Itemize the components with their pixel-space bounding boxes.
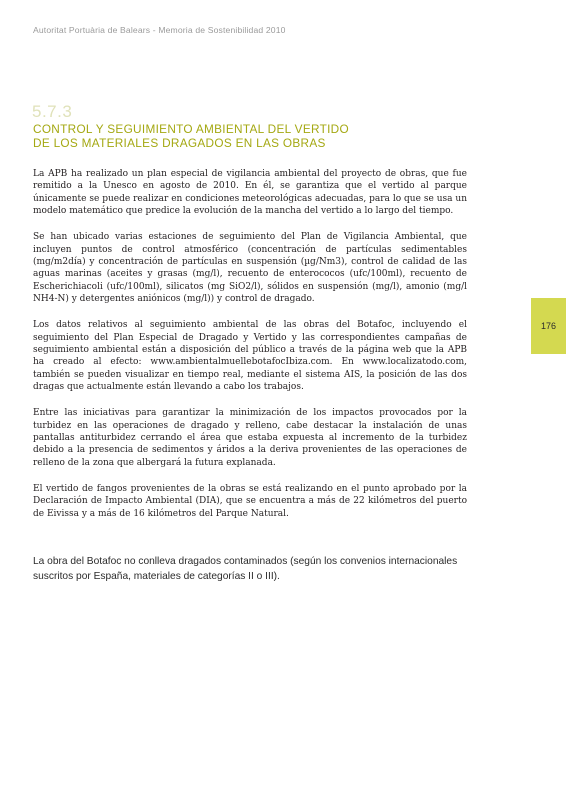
- section-number: 5.7.3: [32, 102, 73, 121]
- paragraph: Entre las iniciativas para garantizar la minimización de los impactos provocados por la turbidez en las operaciones de dragado y relleno, cabe destacar la instalación de unas pantallas antiturbidez cerrando el área que estaba expuesta al incremento de la turbidez debido a la presencia de sedimentos y áridos a la deriva provenientes de las operaciones de relleno de la zona que albergará la futura explanada.: [33, 408, 467, 468]
- paragraph: El vertido de fangos provenientes de la obras se está realizando en el punto aprobado por la Declaración de Impacto Ambiental (DIA), que se encuentra a más de 22 kilómetros del puerto de Eivissa y a más de 16 kilómetros del Parque Natural.: [33, 483, 467, 519]
- paragraph: Los datos relativos al seguimiento ambiental de las obras del Botafoc, incluyendo el seguimiento del Plan Especial de Dragado y Vertido y las correspondientes campañas de seguimiento ambiental están a disposición del público a través de la página web que la APB ha creado al efecto: www.ambientalmuellebotafocIbiza.com. En www.localizatodo.com, también se pueden visualizar en tiempo real, mediante el sistema AIS, la posición de las dos dragas que actualmente están llevando a cabo los trabajos.: [33, 320, 467, 392]
- paragraph: Se han ubicado varias estaciones de seguimiento del Plan de Vigilancia Ambiental, que incluyen puntos de control atmosférico (concentración de partículas sedimentables (mg/m2día) y concentración de partículas en suspensión (µg/Nm3), control de calidad de las aguas marinas (aceites y grasas (mg/l), recuento de enterococos (ufc/100ml), recuento de Escherichiacoli (ufc/100ml), silicatos (mg SiO2/l), sólidos en suspensión (mg/l), amonio (mg/l NH4-N) y detergentes aniónicos (mg/l)) y control de dragado.: [33, 232, 467, 304]
- body-text: [33, 168, 467, 534]
- section-title-line-2: DE LOS MATERIALES DRAGADOS EN LAS OBRAS: [33, 135, 326, 150]
- paragraph: La APB ha realizado un plan especial de vigilancia ambiental del proyecto de obras, que fue remitido a la Unesco en agosto de 2010. En él, se garantiza que el vertido al parque únicamente se puede realizar en condiciones meteorológicas adecuadas, para lo que se usa un modelo matemático que predice la evolución de la mancha del vertido a lo largo del tiempo.: [33, 169, 467, 216]
- page-number-tab: [531, 298, 566, 354]
- running-header: Autoritat Portuària de Balears - Memoria de Sostenibilidad 2010: [33, 25, 286, 35]
- section-title: [33, 123, 453, 150]
- section-title-line-1: CONTROL Y SEGUIMIENTO AMBIENTAL DEL VERTIDO: [33, 122, 349, 136]
- highlight-statement: La obra del Botafoc no conlleva dragados contaminados (según los convenios internacionales suscritos por España, materiales de categorías II o III).: [33, 556, 458, 582]
- page-number: 176: [540, 321, 557, 331]
